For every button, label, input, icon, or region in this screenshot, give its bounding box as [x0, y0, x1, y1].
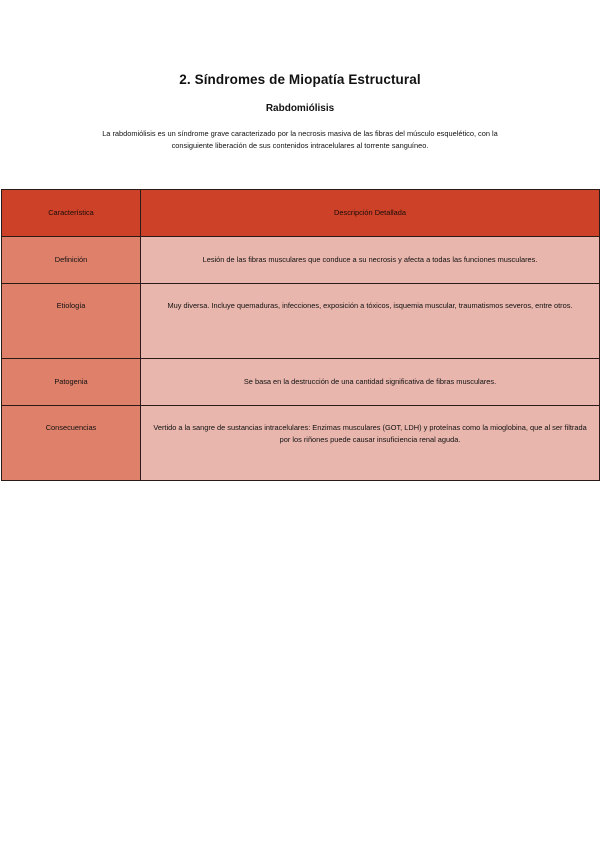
row-detail: Muy diversa. Incluye quemaduras, infecciones, exposición a tóxicos, isquemia muscular, traumatismos severos, entre otros. [141, 284, 600, 359]
page-title: 2. Síndromes de Miopatía Estructural [179, 72, 421, 87]
row-detail: Lesión de las fibras musculares que conduce a su necrosis y afecta a todas las funciones musculares. [141, 237, 600, 284]
row-feature: Definición [2, 237, 141, 284]
header-feature: Característica [2, 190, 141, 237]
row-feature: Patogenia [2, 359, 141, 406]
table-row [2, 406, 600, 481]
row-detail: Se basa en la destrucción de una cantidad significativa de fibras musculares. [141, 359, 600, 406]
table-row [2, 284, 600, 359]
table-row [2, 359, 600, 406]
header-detail: Descripción Detallada [141, 190, 600, 237]
section-subtitle: Rabdomiólisis [265, 103, 335, 114]
row-feature: Etiología [2, 284, 141, 359]
intro-paragraph: La rabdomiólisis es un síndrome grave caracterizado por la necrosis masiva de las fibras del músculo esquelético, con la consiguiente liberación de sus contenidos intracelulares al torrente sanguíneo. [102, 129, 498, 150]
table-row [2, 237, 600, 284]
row-feature: Consecuencias [2, 406, 141, 481]
table-header-row [2, 190, 600, 237]
syndrome-table [1, 189, 600, 481]
row-detail: Vertido a la sangre de sustancias intracelulares: Enzimas musculares (GOT, LDH) y proteínas como la mioglobina, que al ser filtrada por los riñones puede causar insuficiencia renal aguda. [141, 406, 600, 481]
